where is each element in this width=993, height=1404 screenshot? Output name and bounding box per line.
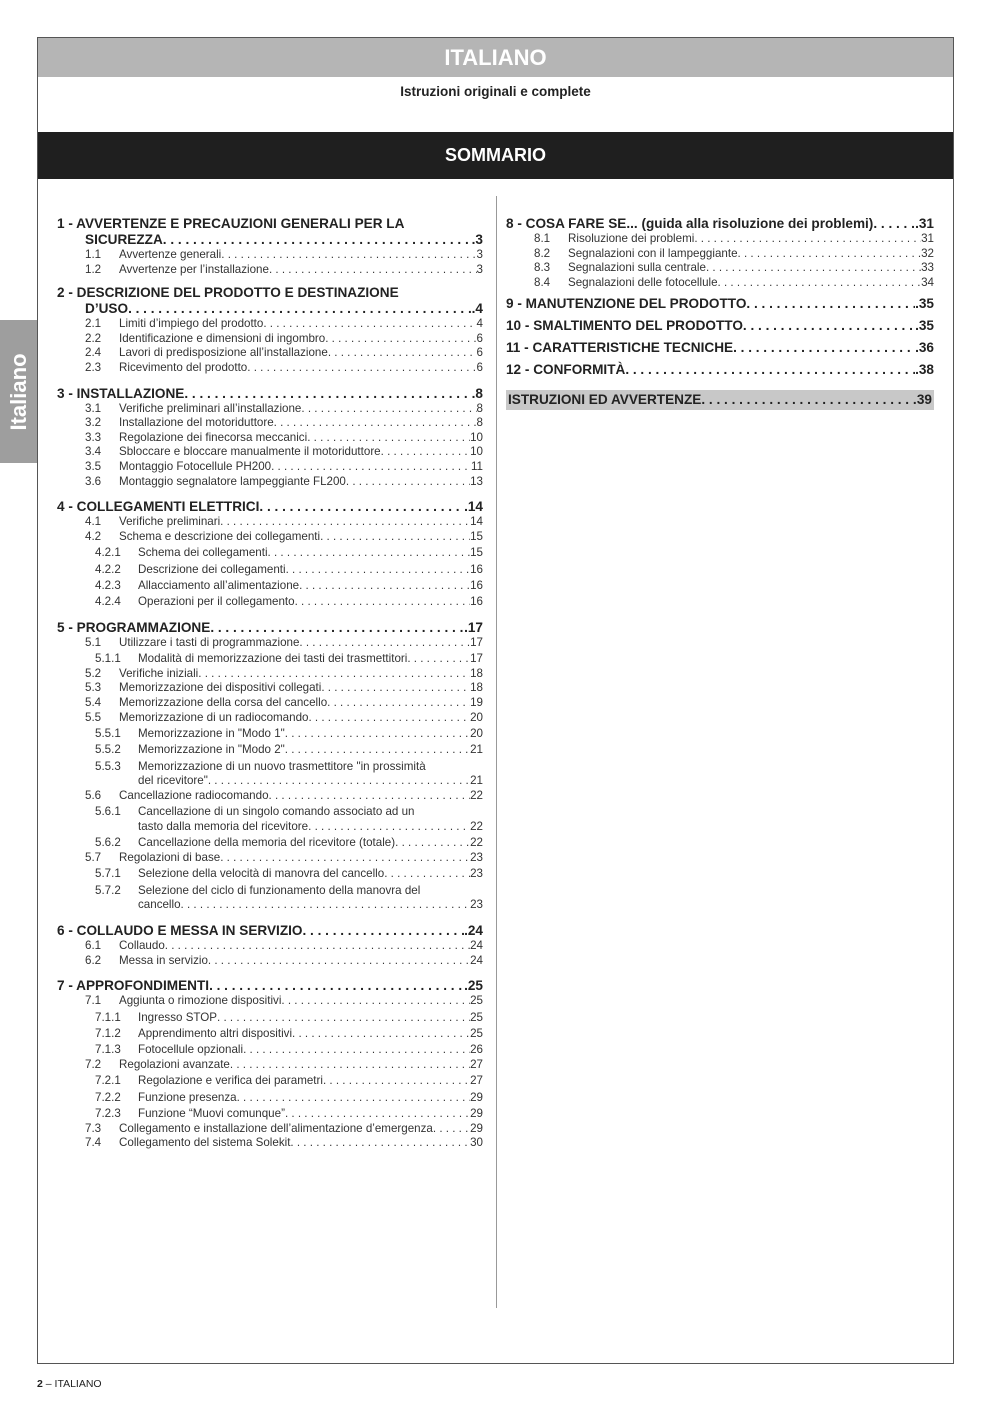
toc-item[interactable]: 3.1 Verifiche preliminari all’installazione . . . 8 [57, 402, 483, 417]
toc-subitem[interactable]: 7.2.1 Regolazione e verifica dei parametri . . . 27 [57, 1074, 483, 1089]
toc-item[interactable]: 3.3 Regolazione dei finecorsa meccanici . . . 10 [57, 431, 483, 446]
footer-label: ITALIANO [54, 1378, 102, 1390]
toc-item[interactable]: 5.6 Cancellazione radiocomando . . . 22 [57, 789, 483, 804]
toc-item[interactable]: 4.2 Schema e descrizione dei collegamenti . . . 15 [57, 530, 483, 545]
toc-subitem-cont[interactable]: cancello . . . 23 [57, 898, 483, 913]
toc-subitem[interactable]: 4.2.3 Allacciamento all’alimentazione . . . 16 [57, 579, 483, 594]
toc-item[interactable]: 3.6 Montaggio segnalatore lampeggiante FL200 . . . 13 [57, 475, 483, 490]
toc-subitem[interactable]: 7.2.2 Funzione presenza . . . 29 [57, 1091, 483, 1106]
toc-section-3[interactable]: 3 - INSTALLAZIONE . . . .8 [57, 386, 483, 402]
toc-section-title: 1 - AVVERTENZE E PRECAUZIONI GENERALI PER LA [57, 216, 405, 231]
toc-subitem[interactable]: 4.2.2 Descrizione dei collegamenti . . . 16 [57, 563, 483, 578]
toc-item[interactable]: 5.4 Memorizzazione della corsa del cancello . . . 19 [57, 696, 483, 711]
toc-subitem[interactable]: 7.2.3 Funzione “Muovi comunque” . . . 29 [57, 1107, 483, 1122]
toc-section-10[interactable]: 10 - SMALTIMENTO DEL PRODOTTO . . . .35 [506, 318, 934, 334]
toc-right-column [506, 216, 934, 410]
toc-item[interactable]: 3.5 Montaggio Fotocellule PH200 . . . 11 [57, 460, 483, 475]
toc-section-4[interactable]: 4 - COLLEGAMENTI ELETTRICI . . . .14 [57, 499, 483, 515]
toc-subitem[interactable]: 5.5.3 Memorizzazione di un nuovo trasmettitore "in prossimità [95, 759, 426, 773]
page-number: 2 [37, 1378, 43, 1390]
toc-subitem[interactable]: 7.1.2 Apprendimento altri dispositivi . . . 25 [57, 1027, 483, 1042]
toc-item[interactable]: 5.3 Memorizzazione dei dispositivi collegati . . . 18 [57, 681, 483, 696]
toc-subitem[interactable]: 7.1.1 Ingresso STOP . . . 25 [57, 1011, 483, 1026]
toc-item[interactable]: 8.4 Segnalazioni delle fotocellule . . . 34 [506, 276, 934, 291]
toc-title: SOMMARIO [38, 132, 953, 179]
toc-subitem[interactable]: 4.2.4 Operazioni per il collegamento . . . 16 [57, 595, 483, 610]
toc-item[interactable]: 8.3 Segnalazioni sulla centrale . . . 33 [506, 261, 934, 276]
toc-section-7[interactable]: 7 - APPROFONDIMENTI . . . .25 [57, 978, 483, 994]
toc-subitem[interactable]: 5.6.1 Cancellazione di un singolo comando associato ad un [95, 805, 415, 819]
toc-item[interactable]: 3.4 Sbloccare e bloccare manualmente il motoriduttore . . . 10 [57, 445, 483, 460]
toc-item[interactable]: 7.4 Collegamento del sistema Solekit . . . 30 [57, 1136, 483, 1151]
toc-item[interactable]: 2.3 Ricevimento del prodotto . . . 6 [57, 361, 483, 376]
toc-subitem[interactable]: 4.2.1 Schema dei collegamenti . . . 15 [57, 546, 483, 561]
toc-item[interactable]: 6.1 Collaudo . . . 24 [57, 939, 483, 954]
toc-subitem[interactable]: 7.1.3 Fotocellule opzionali . . . 26 [57, 1043, 483, 1058]
toc-item[interactable]: 7.2 Regolazioni avanzate . . . 27 [57, 1058, 483, 1073]
toc-section-1[interactable] [57, 216, 483, 248]
toc-item[interactable]: 8.2 Segnalazioni con il lampeggiante . . . 32 [506, 247, 934, 262]
toc-item[interactable]: 5.7 Regolazioni di base . . . 23 [57, 851, 483, 866]
toc-subitem-cont[interactable]: tasto dalla memoria del ricevitore . . . 22 [57, 820, 483, 835]
subtitle: Istruzioni originali e complete [400, 84, 591, 99]
toc-item[interactable]: 2.1 Limiti d’impiego del prodotto . . . 4 [57, 317, 483, 332]
toc-section-title-cont: SICUREZZA [85, 232, 163, 247]
toc-item[interactable]: 2.4 Lavori di predisposizione all’installazione . . . 6 [57, 346, 483, 361]
page-frame [37, 37, 954, 1364]
toc-item[interactable]: 1.2 Avvertenze per l’installazione . . . 3 [57, 263, 483, 278]
toc-item[interactable]: 4.1 Verifiche preliminari . . . 14 [57, 515, 483, 530]
toc-section-2[interactable]: 2 - DESCRIZIONE DEL PRODOTTO E DESTINAZIONE D’USO . . . .4 [57, 285, 483, 317]
toc-item[interactable]: 2.2 Identificazione e dimensioni di ingombro . . . 6 [57, 332, 483, 347]
language-header: ITALIANO [38, 38, 953, 77]
toc-section-12[interactable]: 12 - CONFORMITÀ . . . .38 [506, 362, 934, 378]
toc-subitem[interactable]: 5.5.1 Memorizzazione in "Modo 1" . . . 20 [57, 727, 483, 742]
toc-section-8[interactable]: 8 - COSA FARE SE... (guida alla risoluzione dei problemi) . . . .31 [506, 216, 934, 232]
toc-left-column [57, 216, 483, 1151]
toc-item[interactable]: 5.1 Utilizzare i tasti di programmazione . . . 17 [57, 636, 483, 651]
toc-item[interactable]: 1.1 Avvertenze generali . . . 3 [57, 248, 483, 263]
page-footer: 2 – ITALIANO [37, 1378, 102, 1390]
toc-instructions-highlight[interactable]: ISTRUZIONI ED AVVERTENZE . . . 39 [506, 390, 934, 410]
column-divider [496, 196, 497, 1308]
toc-item[interactable]: 5.2 Verifiche iniziali . . . 18 [57, 667, 483, 682]
toc-item[interactable]: 7.3 Collegamento e installazione dell’alimentazione d’emergenza . . . 29 [57, 1122, 483, 1137]
toc-item[interactable]: 7.1 Aggiunta o rimozione dispositivi . . . 25 [57, 994, 483, 1009]
toc-subitem[interactable]: 5.7.1 Selezione della velocità di manovra del cancello . . . 23 [57, 867, 483, 882]
toc-subitem-cont[interactable]: del ricevitore" . . . 21 [57, 774, 483, 789]
toc-item[interactable]: 3.2 Installazione del motoriduttore . . . 8 [57, 416, 483, 431]
toc-section-11[interactable]: 11 - CARATTERISTICHE TECNICHE . . . .36 [506, 340, 934, 356]
toc-section-5[interactable]: 5 - PROGRAMMAZIONE . . . .17 [57, 620, 483, 636]
toc-item[interactable]: 6.2 Messa in servizio . . . 24 [57, 954, 483, 969]
language-side-tab: Italiano [0, 320, 37, 463]
toc-subitem[interactable]: 5.5.2 Memorizzazione in "Modo 2" . . . 21 [57, 743, 483, 758]
toc-page: .3 [471, 232, 483, 247]
toc-section-9[interactable]: 9 - MANUTENZIONE DEL PRODOTTO . . . .35 [506, 296, 934, 312]
toc-subitem[interactable]: 5.6.2 Cancellazione della memoria del ricevitore (totale) . . . 22 [57, 836, 483, 851]
toc-subitem[interactable]: 5.7.2 Selezione del ciclo di funzionamento della manovra del [95, 883, 421, 897]
toc-item[interactable]: 5.5 Memorizzazione di un radiocomando . . . 20 [57, 711, 483, 726]
toc-subitem[interactable]: 5.1.1 Modalità di memorizzazione dei tasti dei trasmettitori . . . 17 [57, 652, 483, 667]
toc-item[interactable]: 8.1 Risoluzione dei problemi . . . 31 [506, 232, 934, 247]
toc-section-6[interactable]: 6 - COLLAUDO E MESSA IN SERVIZIO . . . .24 [57, 923, 483, 939]
